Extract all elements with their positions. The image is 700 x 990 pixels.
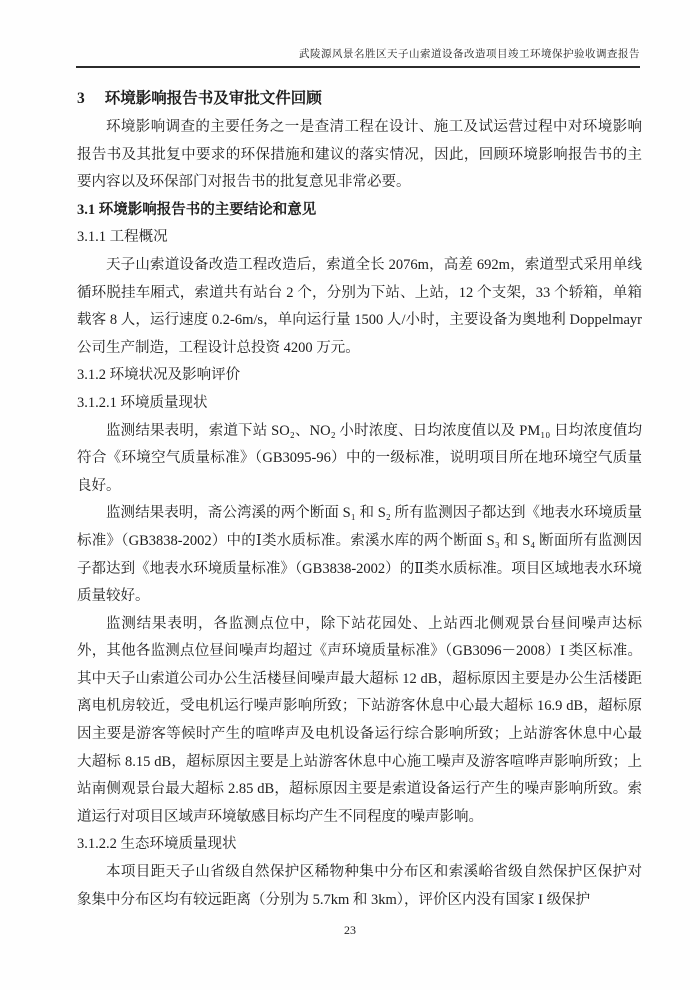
- heading-section-3-number: 3: [77, 90, 85, 107]
- paragraph-project-overview: 天子山索道设备改造工程改造后，索道全长 2076m，高差 692m，索道型式采用单线循环脱挂车厢式，索道共有站台 2 个，分别为下站、上站，12 个支架，33 个轿箱，单箱载客 8 人，运行速度 0.2-6m/s，单向运行量 1500 人/小时，主要设备为奥地利 Doppelmayr 公司生产制造，工程设计总投资 4200 万元。: [77, 256, 642, 356]
- paragraph-air-quality: 监测结果表明，索道下站 SO₂、NO₂ 小时浓度、日均浓度值以及 PM₁₀ 日均浓度值均符合《环境空气质量标准》（GB3095-96）中的一级标准，说明项目所在地环境空气质量良好。: [77, 422, 642, 494]
- paragraph-ecology: 本项目距天子山省级自然保护区稀物种集中分布区和索溪峪省级自然保护区保护对象集中分布区均有较远距离（分别为 5.7km 和 3km），评价区内没有国家 I 级保护: [77, 864, 642, 908]
- heading-3-1-2-1: 3.1.2.1 环境质量现状: [77, 394, 208, 411]
- heading-section-3: [77, 84, 642, 114]
- heading-3-1-1: 3.1.1 工程概况: [77, 229, 168, 246]
- heading-3-1-2: 3.1.2 环境状况及影响评价: [77, 367, 241, 384]
- heading-section-3-title: 环境影响报告书及审批文件回顾: [104, 90, 322, 107]
- paragraph-water-quality: 监测结果表明，斋公湾溪的两个断面 S₁ 和 S₂ 所有监测因子都达到《地表水环境质量标准》（GB3838-2002）中的Ⅰ类水质标准。索溪水库的两个断面 S₃ 和 S₄ 断面所有监测因子都达到《地表水环境质量标准》（GB3838-2002）的Ⅱ类水质标准。项目区域地表水环境质量较好。: [77, 505, 642, 605]
- page-header: [76, 0, 640, 68]
- paragraph-intro: 环境影响调查的主要任务之一是查清工程在设计、施工及试运营过程中对环境影响报告书及其批复中要求的环保措施和建议的落实情况，因此，回顾环境影响报告书的主要内容以及环保部门对报告书的批复意见非常必要。: [77, 119, 642, 191]
- heading-3-1: 3.1 环境影响报告书的主要结论和意见: [77, 201, 317, 218]
- paragraph-noise: 监测结果表明，各监测点位中，除下站花园处、上站西北侧观景台昼间噪声达标外，其他各监测点位昼间噪声均超过《声环境质量标准》（GB3096－2008）I 类区标准。其中天子山索道公司办公生活楼昼间噪声最大超标 12 dB，超标原因主要是办公生活楼距离电机房较近，受电机运行噪声影响所致；下站游客休息中心最大超标 16.9 dB，超标原因主要是游客等候时产生的喧哗声及电机设备运行综合影响所致；上站游客休息中心最大超标 8.15 dB，超标原因主要是上站游客休息中心施工噪声及游客喧哗声影响所致；上站南侧观景台最大超标 2.85 dB，超标原因主要是索道设备运行产生的噪声影响所致。索道运行对项目区域声环境敏感目标均产生不同程度的噪声影响。: [77, 615, 642, 825]
- document-content: [77, 84, 642, 914]
- running-head-title: 武陵源风景名胜区天子山索道设备改造项目竣工环境保护验收调查报告: [299, 49, 640, 60]
- page-number: 23: [344, 923, 356, 937]
- heading-3-1-2-2: 3.1.2.2 生态环境质量现状: [77, 836, 237, 853]
